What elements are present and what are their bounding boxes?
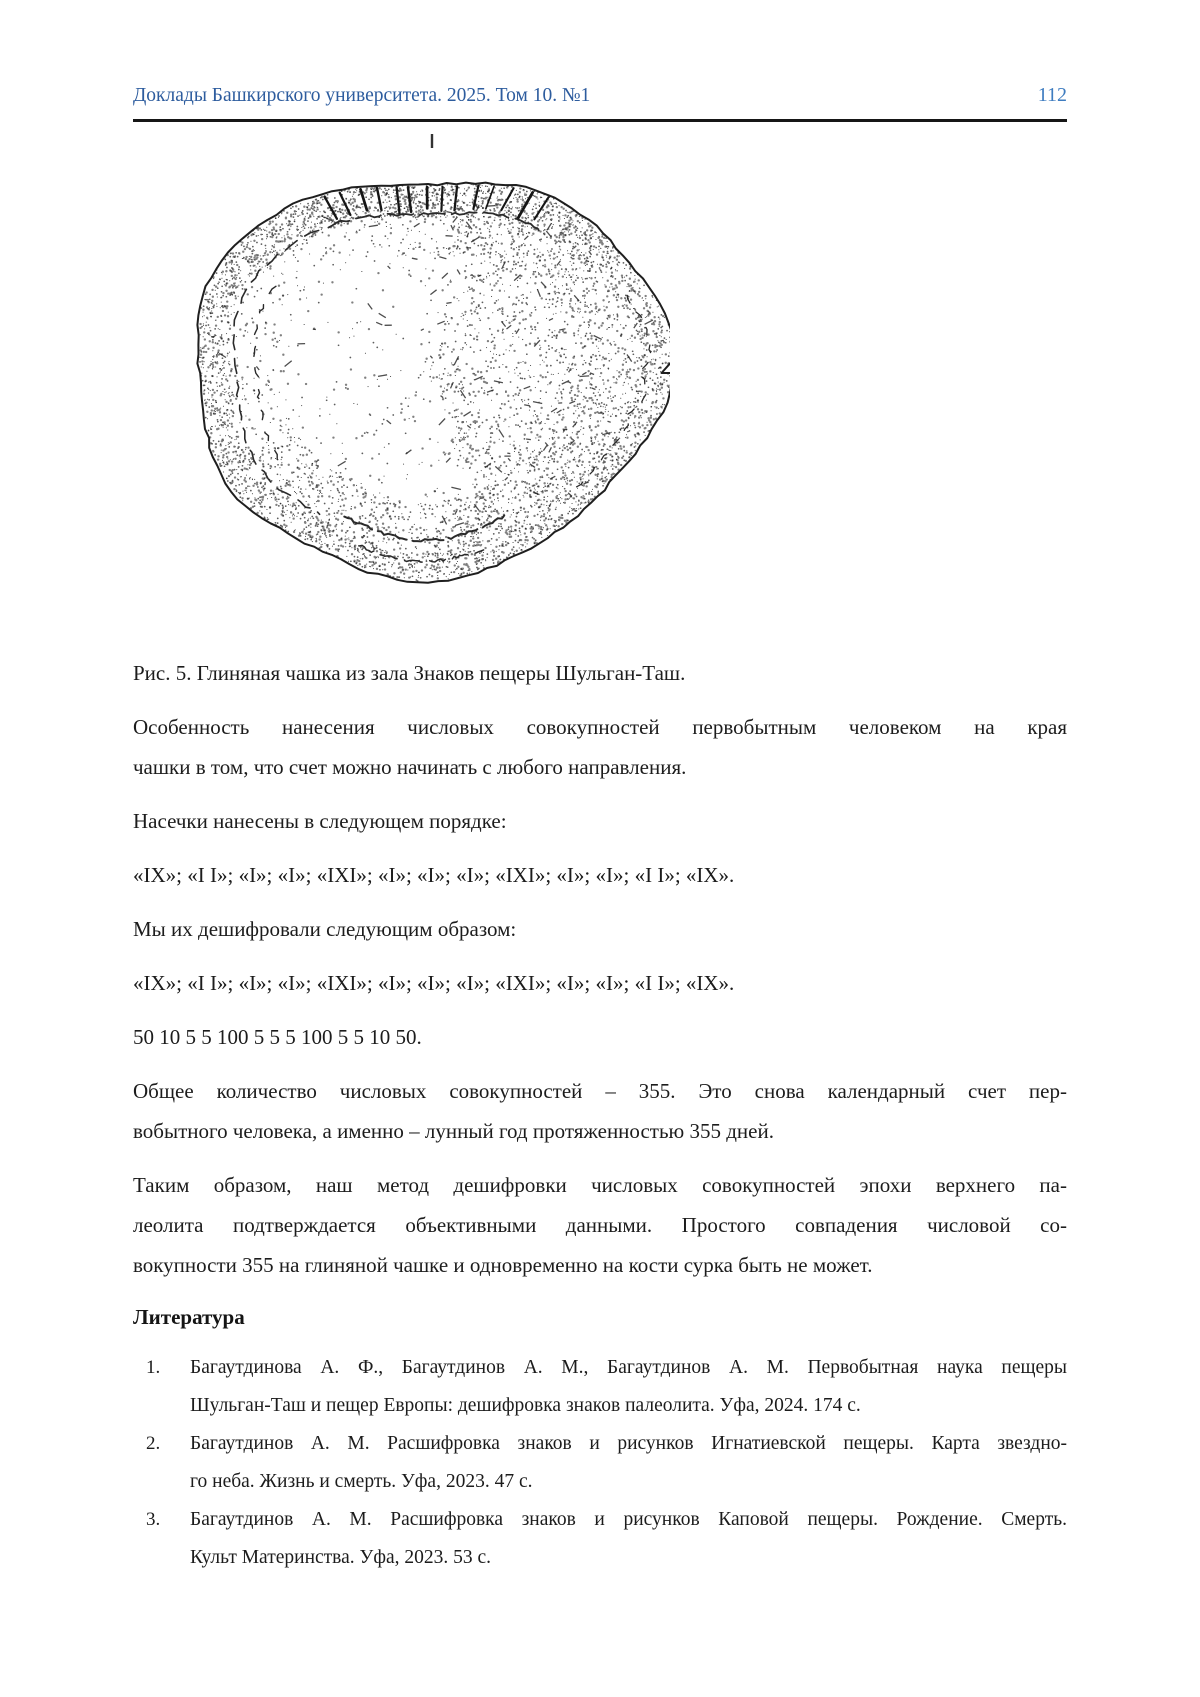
paragraph <box>133 1165 1067 1285</box>
paragraph <box>133 1017 1067 1057</box>
paragraph-line: 50 10 5 5 100 5 5 5 100 5 5 10 50. <box>133 1025 422 1049</box>
reference-line: го неба. Жизнь и смерть. Уфа, 2023. 47 с. <box>190 1471 533 1492</box>
paragraph-line: вобытного человека, а именно – лунный год протяженностью 355 дней. <box>133 1119 774 1143</box>
reference-item <box>133 1501 1067 1577</box>
body-text <box>133 707 1067 1285</box>
reference-text <box>190 1349 1067 1425</box>
page-header <box>133 83 1067 108</box>
paragraph-line: «IX»; «I I»; «I»; «I»; «IXI»; «I»; «I»; «I»; «IXI»; «I»; «I»; «I I»; «IX». <box>133 971 735 995</box>
paragraph-line: вокупности 355 на глиняной чашке и одновременно на кости сурка быть не может. <box>133 1253 873 1277</box>
paragraph-line: Насечки нанесены в следующем порядке: <box>133 809 507 833</box>
paragraph-line: чашки в том, что счет можно начинать с любого направления. <box>133 755 687 779</box>
reference-list <box>133 1349 1067 1577</box>
page-number: 112 <box>1037 84 1067 106</box>
header-rule <box>133 119 1067 122</box>
reference-number: 2. <box>146 1433 161 1454</box>
paragraph <box>133 963 1067 1003</box>
reference-text <box>190 1501 1067 1577</box>
paragraph <box>133 707 1067 787</box>
reference-text <box>190 1425 1067 1501</box>
reference-line: Багаутдинов А. М. Расшифровка знаков и рисунков Каповой пещеры. Рождение. Смерть. <box>190 1509 1067 1530</box>
reference-item <box>133 1349 1067 1425</box>
paragraph-line: леолита подтверждается объективными данными. Простого совпадения числовой со- <box>133 1213 1067 1237</box>
paragraph-line: Особенность нанесения числовых совокупностей первобытным человеком на края <box>133 715 1067 739</box>
reference-number: 1. <box>146 1357 161 1378</box>
figure-clay-cup <box>133 125 1067 595</box>
paragraph-line: Таким образом, наш метод дешифровки числовых совокупностей эпохи верхнего па- <box>133 1173 1067 1197</box>
reference-item <box>133 1425 1067 1501</box>
paragraph-line: Мы их дешифровали следующим образом: <box>133 917 517 941</box>
figure-caption: Рис. 5. Глиняная чашка из зала Знаков пещеры Шульган-Таш. <box>133 661 686 685</box>
paragraph-line: «IX»; «I I»; «I»; «I»; «IXI»; «I»; «I»; «I»; «IXI»; «I»; «I»; «I I»; «IX». <box>133 863 735 887</box>
reference-line: Багаутдинова А. Ф., Багаутдинов А. М., Багаутдинов А. М. Первобытная наука пещеры <box>190 1357 1067 1378</box>
clay-cup-illustration <box>190 125 670 595</box>
paragraph <box>133 1071 1067 1151</box>
literature-heading: Литература <box>133 1305 245 1329</box>
reference-line: Багаутдинов А. М. Расшифровка знаков и рисунков Игнатиевской пещеры. Карта звездно- <box>190 1433 1067 1454</box>
paragraph <box>133 909 1067 949</box>
paragraph-line: Общее количество числовых совокупностей – 355. Это снова календарный счет пер- <box>133 1079 1067 1103</box>
paragraph <box>133 855 1067 895</box>
paragraph <box>133 801 1067 841</box>
reference-line: Шульган-Таш и пещер Европы: дешифровка знаков палеолита. Уфа, 2024. 174 с. <box>190 1395 861 1416</box>
reference-line: Культ Материнства. Уфа, 2023. 53 с. <box>190 1547 492 1568</box>
reference-number: 3. <box>146 1509 161 1530</box>
journal-title: Доклады Башкирского университета. 2025. Том 10. №1 <box>133 85 591 106</box>
